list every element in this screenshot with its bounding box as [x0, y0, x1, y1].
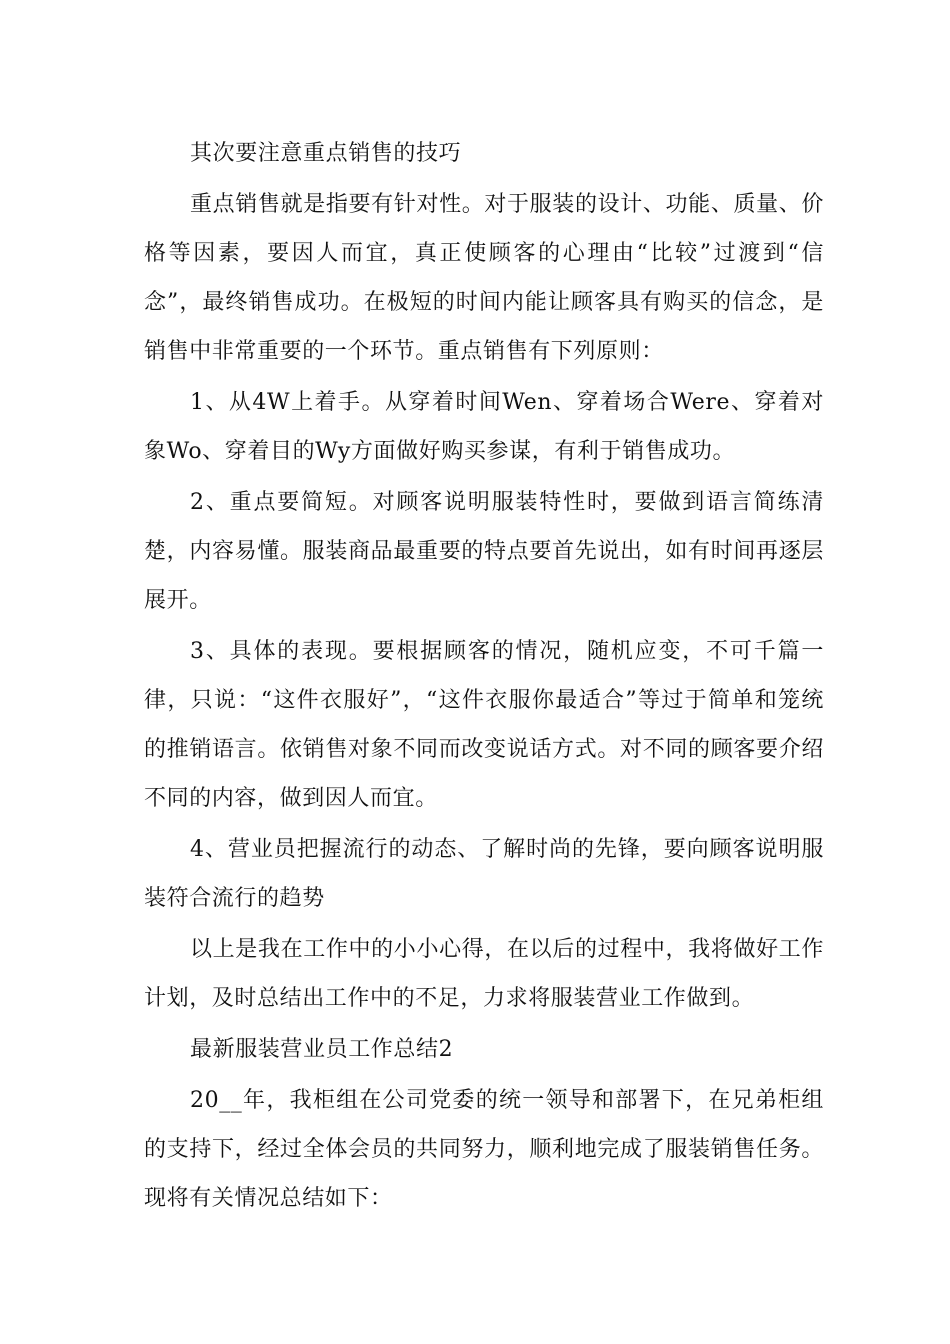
section-heading-sales-skills: 其次要注意重点销售的技巧 [190, 141, 462, 166]
paragraph-conclusion: 以上是我在工作中的小小心得，在以后的过程中，我将做好工作计划，及时总结出工作中的不足，力求将服装营业工作做到。 [144, 937, 824, 1011]
list-item-4: 4、营业员把握流行的动态、了解时尚的先锋，要向顾客说明服装符合流行的趋势 [144, 837, 824, 911]
list-item-3: 3、具体的表现。要根据顾客的情况，随机应变，不可千篇一律，只说：“这件衣服好”，“这件衣服你最适合”等过于简单和笼统的推销语言。依销售对象不同而改变说话方式。对不同的顾客要介绍不同的内容，做到因人而宜。 [144, 639, 824, 811]
list-item-2: 2、重点要简短。对顾客说明服装特性时，要做到语言简练清楚，内容易懂。服装商品最重要的特点要首先说出，如有时间再逐层展开。 [144, 490, 824, 613]
section-title-summary-2: 最新服装营业员工作总结2 [190, 1037, 454, 1062]
list-item-1: 1、从4W上着手。从穿着时间Wen、穿着场合Were、穿着对象Wo、穿着目的Wy方面做好购买参谋，有利于销售成功。 [144, 390, 824, 464]
paragraph-key-sales: 重点销售就是指要有针对性。对于服装的设计、功能、质量、价格等因素，要因人而宜，真正使顾客的心理由“比较”过渡到“信念”，最终销售成功。在极短的时间内能让顾客具有购买的信念，是销售中非常重要的一个环节。重点销售有下列原则： [144, 192, 824, 364]
paragraph-summary-intro: 20__年，我柜组在公司党委的统一领导和部署下，在兄弟柜组的支持下，经过全体会员的共同努力，顺利地完成了服装销售任务。现将有关情况总结如下： [144, 1088, 824, 1211]
document-body [144, 129, 824, 1225]
